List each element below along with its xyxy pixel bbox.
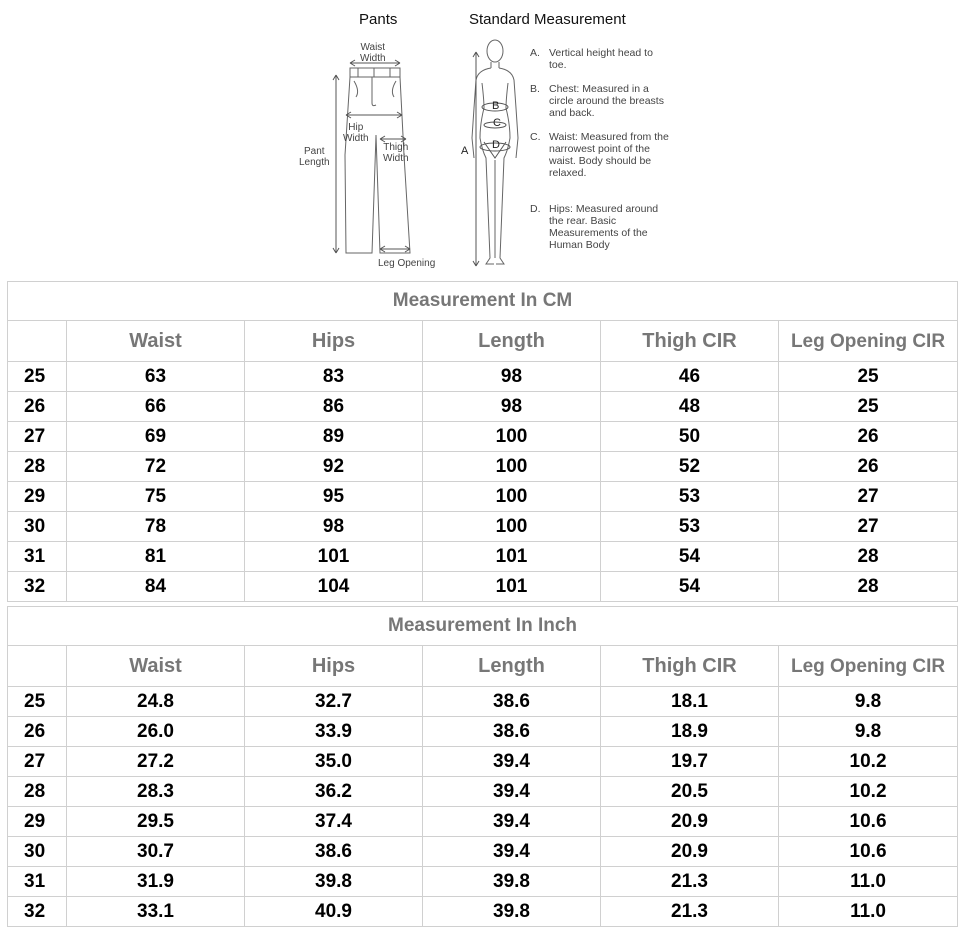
value-cell: 19.7 (601, 747, 779, 777)
value-cell: 27 (779, 512, 958, 542)
header-cell: Hips (245, 321, 423, 362)
size-cell: 26 (8, 717, 67, 747)
value-cell: 92 (245, 452, 423, 482)
size-cell: 30 (8, 837, 67, 867)
value-cell: 83 (245, 362, 423, 392)
size-cell: 25 (8, 362, 67, 392)
value-cell: 84 (67, 572, 245, 602)
table-row (8, 897, 958, 927)
value-cell: 100 (423, 422, 601, 452)
value-cell: 25 (779, 392, 958, 422)
value-cell: 101 (423, 572, 601, 602)
value-cell: 54 (601, 572, 779, 602)
pant-length-label: Pant Length (299, 146, 330, 168)
size-cell: 27 (8, 747, 67, 777)
size-cell: 29 (8, 482, 67, 512)
value-cell: 26.0 (67, 717, 245, 747)
value-cell: 10.2 (779, 777, 958, 807)
value-cell: 9.8 (779, 717, 958, 747)
value-cell: 52 (601, 452, 779, 482)
table-row (8, 392, 958, 422)
value-cell: 98 (423, 362, 601, 392)
header-cell: Thigh CIR (601, 321, 779, 362)
size-cell: 25 (8, 687, 67, 717)
table-row (8, 747, 958, 777)
size-cell: 29 (8, 807, 67, 837)
value-cell: 38.6 (245, 837, 423, 867)
value-cell: 101 (423, 542, 601, 572)
value-cell: 53 (601, 482, 779, 512)
value-cell: 46 (601, 362, 779, 392)
hip-width-label: Hip Width (343, 122, 369, 144)
value-cell: 98 (423, 392, 601, 422)
legend-item: B. Chest: Measured in a circle around the breasts and back. (530, 83, 664, 119)
value-cell: 29.5 (67, 807, 245, 837)
value-cell: 39.8 (423, 867, 601, 897)
value-cell: 38.6 (423, 717, 601, 747)
table-row (8, 717, 958, 747)
header-cell: Hips (245, 646, 423, 687)
size-cell: 30 (8, 512, 67, 542)
header-cell: Waist (67, 646, 245, 687)
size-cell: 28 (8, 777, 67, 807)
table-row (8, 452, 958, 482)
value-cell: 20.9 (601, 807, 779, 837)
table-row (8, 422, 958, 452)
inch-size-table (7, 606, 958, 927)
value-cell: 54 (601, 542, 779, 572)
value-cell: 40.9 (245, 897, 423, 927)
value-cell: 26 (779, 422, 958, 452)
body-illustration (460, 38, 530, 273)
value-cell: 53 (601, 512, 779, 542)
value-cell: 28.3 (67, 777, 245, 807)
value-cell: 9.8 (779, 687, 958, 717)
legend-item: D. Hips: Measured around the rear. Basic Measurements of the Human Body (530, 203, 659, 251)
value-cell: 25 (779, 362, 958, 392)
value-cell: 32.7 (245, 687, 423, 717)
value-cell: 89 (245, 422, 423, 452)
header-cell: Length (423, 646, 601, 687)
value-cell: 37.4 (245, 807, 423, 837)
table-title: Measurement In Inch (8, 607, 958, 646)
value-cell: 10.6 (779, 837, 958, 867)
value-cell: 38.6 (423, 687, 601, 717)
value-cell: 35.0 (245, 747, 423, 777)
cm-size-table (7, 281, 958, 602)
value-cell: 11.0 (779, 867, 958, 897)
table-title: Measurement In CM (8, 282, 958, 321)
value-cell: 72 (67, 452, 245, 482)
value-cell: 39.4 (423, 777, 601, 807)
table-row (8, 687, 958, 717)
header-cell: Thigh CIR (601, 646, 779, 687)
value-cell: 24.8 (67, 687, 245, 717)
value-cell: 48 (601, 392, 779, 422)
body-letter-a: A (461, 145, 469, 157)
table-row (8, 542, 958, 572)
measurement-diagram (0, 0, 962, 280)
standard-measurement-title: Standard Measurement (469, 11, 626, 28)
value-cell: 100 (423, 482, 601, 512)
value-cell: 28 (779, 542, 958, 572)
table-row (8, 777, 958, 807)
header-cell: Length (423, 321, 601, 362)
size-cell: 32 (8, 897, 67, 927)
value-cell: 31.9 (67, 867, 245, 897)
size-cell: 28 (8, 452, 67, 482)
value-cell: 20.9 (601, 837, 779, 867)
table-row (8, 362, 958, 392)
value-cell: 69 (67, 422, 245, 452)
waist-width-label: Waist Width (360, 42, 386, 64)
size-cell: 31 (8, 542, 67, 572)
leg-opening-label: Leg Opening (378, 258, 436, 269)
size-cell: 27 (8, 422, 67, 452)
value-cell: 100 (423, 452, 601, 482)
value-cell: 39.4 (423, 747, 601, 777)
value-cell: 39.8 (423, 897, 601, 927)
value-cell: 75 (67, 482, 245, 512)
thigh-width-label: Thigh Width (383, 142, 409, 164)
value-cell: 39.4 (423, 837, 601, 867)
table-row (8, 482, 958, 512)
value-cell: 50 (601, 422, 779, 452)
value-cell: 27 (779, 482, 958, 512)
value-cell: 86 (245, 392, 423, 422)
value-cell: 28 (779, 572, 958, 602)
header-cell (8, 646, 67, 687)
value-cell: 36.2 (245, 777, 423, 807)
value-cell: 39.8 (245, 867, 423, 897)
value-cell: 95 (245, 482, 423, 512)
pants-title: Pants (359, 11, 398, 28)
body-letter-b: B (492, 100, 500, 112)
table-row (8, 807, 958, 837)
body-letter-d: D (492, 139, 500, 151)
table-row (8, 572, 958, 602)
table-row (8, 837, 958, 867)
value-cell: 18.9 (601, 717, 779, 747)
size-cell: 31 (8, 867, 67, 897)
value-cell: 11.0 (779, 897, 958, 927)
value-cell: 27.2 (67, 747, 245, 777)
value-cell: 10.2 (779, 747, 958, 777)
value-cell: 20.5 (601, 777, 779, 807)
value-cell: 101 (245, 542, 423, 572)
header-cell: Leg Opening CIR (779, 321, 958, 362)
table-header-row (8, 646, 958, 687)
value-cell: 33.1 (67, 897, 245, 927)
header-cell: Leg Opening CIR (779, 646, 958, 687)
table-row (8, 512, 958, 542)
table-row (8, 867, 958, 897)
body-letter-c: C (493, 117, 501, 129)
value-cell: 21.3 (601, 897, 779, 927)
value-cell: 100 (423, 512, 601, 542)
value-cell: 30.7 (67, 837, 245, 867)
size-cell: 26 (8, 392, 67, 422)
legend-item: A. Vertical height head to toe. (530, 47, 653, 71)
value-cell: 33.9 (245, 717, 423, 747)
value-cell: 21.3 (601, 867, 779, 897)
value-cell: 63 (67, 362, 245, 392)
value-cell: 26 (779, 452, 958, 482)
value-cell: 104 (245, 572, 423, 602)
value-cell: 81 (67, 542, 245, 572)
value-cell: 66 (67, 392, 245, 422)
value-cell: 98 (245, 512, 423, 542)
header-cell: Waist (67, 321, 245, 362)
header-cell (8, 321, 67, 362)
legend-item: C. Waist: Measured from the narrowest point of the waist. Body should be relaxed. (530, 131, 669, 179)
value-cell: 10.6 (779, 807, 958, 837)
value-cell: 18.1 (601, 687, 779, 717)
value-cell: 39.4 (423, 807, 601, 837)
table-header-row (8, 321, 958, 362)
value-cell: 78 (67, 512, 245, 542)
size-cell: 32 (8, 572, 67, 602)
